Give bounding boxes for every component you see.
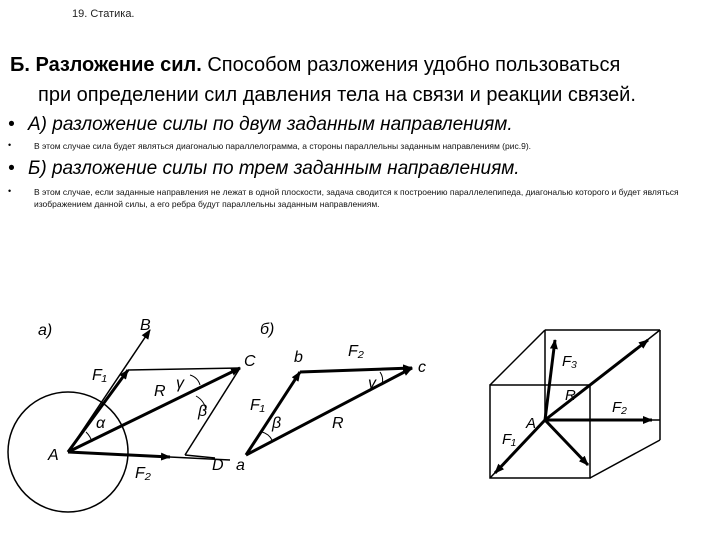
list-item [8,156,520,182]
label-F2-b: F₂ [348,343,364,360]
label-B: B [140,317,151,334]
bullet-dot: • [8,186,12,196]
label-D: D [212,457,224,474]
label-F1-c: F₁ [502,431,516,448]
label-a-small: a [236,457,245,474]
item-text: Б) разложение силы по трем заданным направлениям. [28,158,520,179]
label-gamma: γ [176,375,184,392]
label-a: а) [38,322,53,339]
label-F1: F₁ [92,367,107,384]
item-text: А) разложение силы по двум заданным направлениям. [28,114,513,135]
label-F1-b: F₁ [250,397,265,414]
force-diagrams [0,300,720,540]
title-line2: при определении сил давления тела на связи и реакции связей. [38,84,636,106]
label-alpha: α [96,415,106,432]
force-F2 [68,452,170,457]
bullet-dot: • [8,114,15,135]
label-F2: F₂ [135,465,151,482]
label-b: б) [260,321,275,338]
label-F2-c: F₂ [612,399,627,416]
label-C: C [244,353,256,370]
title-bold: Б. Разложение сил. [10,54,202,76]
bullet-dot: • [8,158,15,179]
force-R-b [246,368,412,455]
label-beta: β [198,403,208,420]
label-c-small: c [418,359,426,376]
label-R: R [154,383,166,400]
side-F1C [128,368,240,370]
bullet-dot: • [8,140,12,150]
force-F3-c [545,340,555,420]
list-item [8,186,704,210]
section-title [10,50,710,110]
item-text: В этом случае, если заданные направления не лежат в одной плоскости, задача сводится к построению параллелепипеда, диагональю которого и будет являться изображением данной силы, а его ребра будут параллельны заданным направлениям. [34,187,679,209]
item-text: В этом случае сила будет являться диагональю параллелограмма, а стороны параллельны заданным направлениям (рис.9). [34,141,532,151]
label-b-small: b [294,349,303,366]
force-R-c [545,340,648,420]
label-beta-b: β [272,415,282,432]
label-R-b: R [332,415,344,432]
label-A-c: A [526,415,537,432]
force-F2-b [300,368,412,372]
label-A: A [48,447,59,464]
figure-a [8,330,240,512]
figure-b [246,368,412,455]
list-item [8,140,704,152]
label-gamma-b: γ [368,375,376,392]
label-R-c: R [565,387,576,404]
list-item [8,112,513,138]
label-F3-c: F₃ [562,353,578,370]
slide-header: 19. Статика. [72,8,135,20]
title-rest: Способом разложения удобно пользоваться [201,54,621,76]
